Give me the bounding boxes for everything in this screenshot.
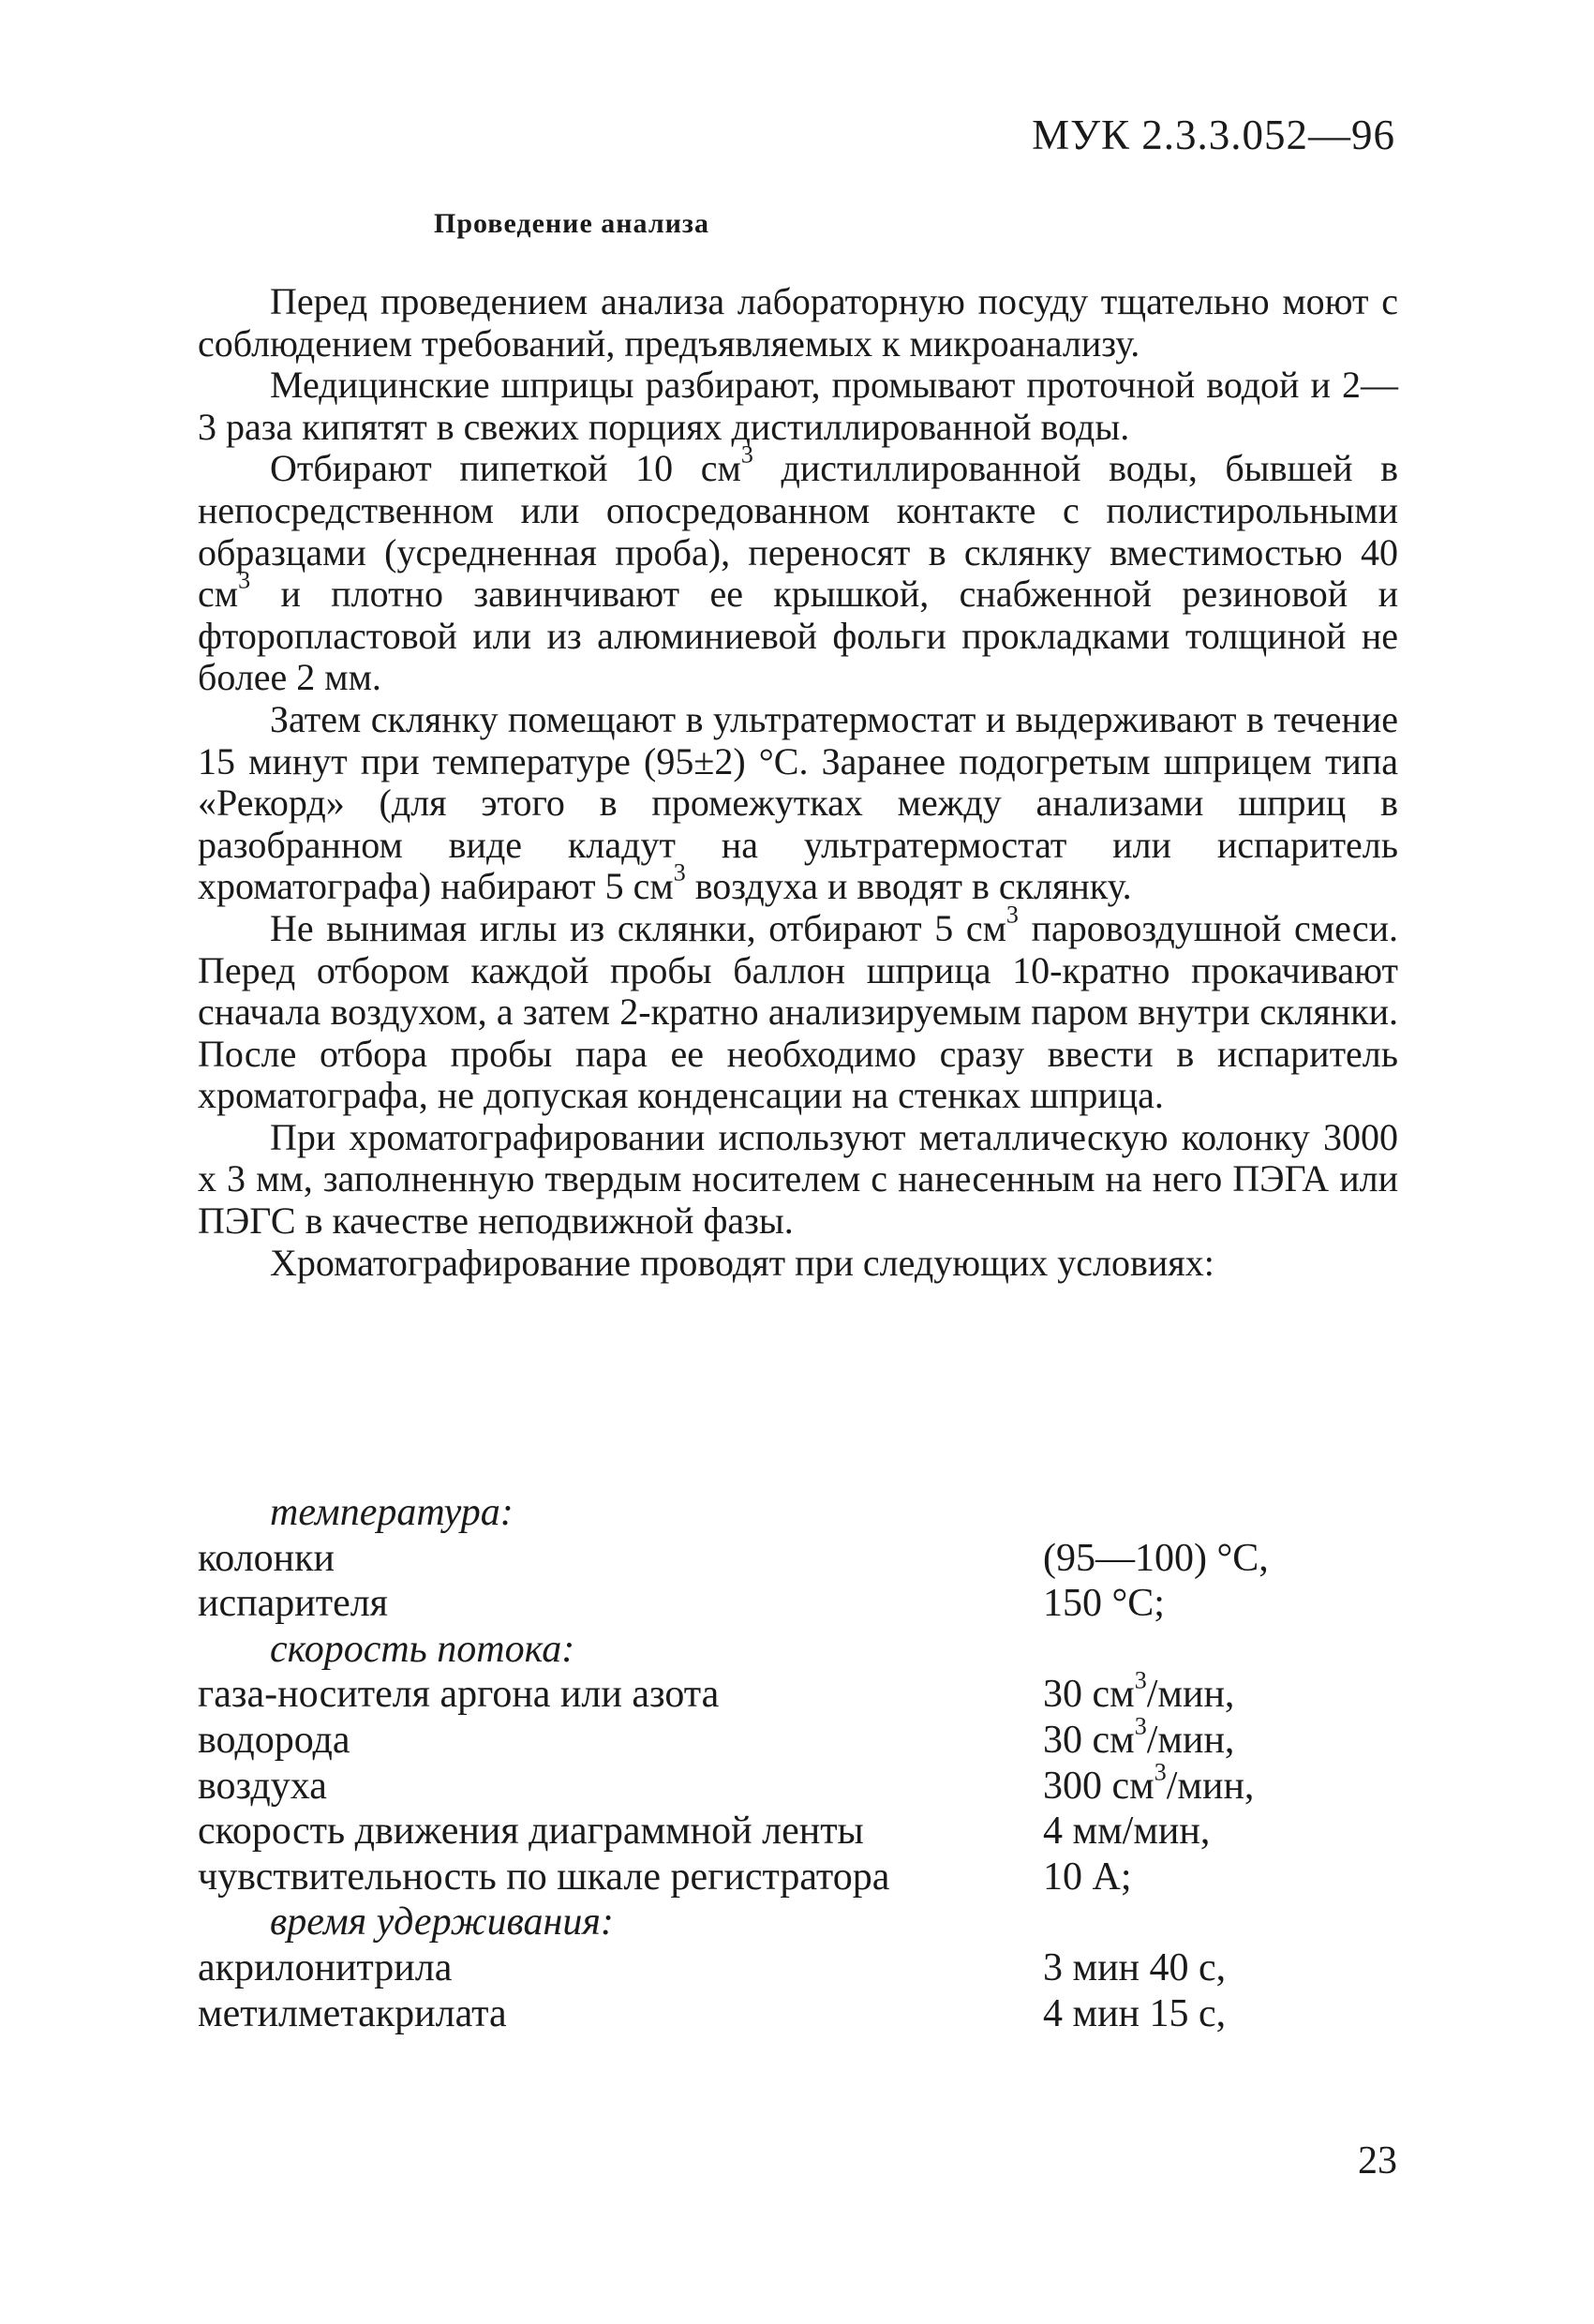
superscript-3: 3 bbox=[1134, 1712, 1147, 1740]
paragraph-1: Перед проведением анализа лабораторную посуду тщательно моют с соблюдением требований, предъявляемых к микроанализу. bbox=[198, 280, 1398, 365]
condition-value: 150 °С; bbox=[1043, 1582, 1165, 1626]
condition-label: водорода bbox=[198, 1718, 350, 1762]
condition-value bbox=[1043, 1758, 1398, 1810]
condition-value-part: 30 см bbox=[1043, 1718, 1135, 1762]
condition-row-tape-speed bbox=[198, 1809, 1398, 1855]
body-text bbox=[198, 281, 1398, 1284]
condition-label: акрилонитрила bbox=[198, 1945, 453, 1989]
condition-row-column bbox=[198, 1536, 1398, 1582]
condition-label: колонки bbox=[198, 1536, 335, 1580]
superscript-3: 3 bbox=[673, 858, 686, 886]
condition-row-acrylonitrile bbox=[198, 1945, 1398, 1991]
paragraph-5-part-a: Не вынимая иглы из склянки, отбирают 5 см bbox=[270, 906, 1006, 949]
condition-value: 10 А; bbox=[1043, 1855, 1132, 1899]
condition-row-carrier-gas bbox=[198, 1666, 1398, 1718]
retention-heading: время удерживания: bbox=[270, 1900, 614, 1944]
paragraph-5-part-b: паровоздушной смеси. Перед отбором каждой пробы баллон шприца 10-кратно прокачивают сначала воздухом, а затем 2-кратно анализируемым паром внутри склянки. После отбора пробы пара ее необходимо сразу ввести в испаритель хроматографа, не допуская конденсации на стенках шприца. bbox=[198, 906, 1399, 1117]
condition-value bbox=[1043, 1666, 1398, 1718]
condition-value bbox=[1043, 1712, 1398, 1764]
superscript-3: 3 bbox=[1006, 901, 1019, 929]
superscript-3: 3 bbox=[740, 440, 753, 469]
paragraph-3-part-b: дистиллированной воды, бывшей в непосредственном или опосредованном контакте с полистирольными образцами (усредненная проба), переносят в склянку вместимостью 40 см bbox=[198, 447, 1398, 616]
paragraph-2: Медицинские шприцы разбирают, промывают проточной водой и 2—3 раза кипятят в свежих порциях дистиллированной воды. bbox=[198, 364, 1398, 448]
paragraph-5 bbox=[198, 901, 1399, 1117]
paragraph-4-part-b: воздуха и вводят в склянку. bbox=[685, 865, 1132, 908]
condition-label: скорость движения диаграммной ленты bbox=[198, 1810, 864, 1854]
temperature-heading: температура: bbox=[270, 1491, 514, 1534]
flow-heading: скорость потока: bbox=[270, 1627, 575, 1671]
superscript-3: 3 bbox=[238, 566, 251, 594]
document-code: МУК 2.3.3.052—96 bbox=[1032, 112, 1395, 158]
paragraph-7: Хроматографирование проводят при следующих условиях: bbox=[270, 1241, 1214, 1284]
condition-value: 3 мин 40 с, bbox=[1043, 1945, 1227, 1989]
condition-row-methyl-methacrylate bbox=[198, 1991, 1398, 2037]
condition-value-part: /мин, bbox=[1166, 1764, 1255, 1808]
paragraph-3-part-c: и плотно завинчивают ее крышкой, снабженной резиновой и фторопластовой или из алюминиевой фольги прокладками толщиной не более 2 мм. bbox=[198, 573, 1398, 699]
condition-value-part: 30 см bbox=[1043, 1673, 1135, 1717]
paragraph-3-part-a: Отбирают пипеткой 10 см bbox=[270, 447, 741, 490]
condition-label: газа-носителя аргона или азота bbox=[198, 1673, 720, 1717]
paragraph-6: При хроматографировании используют металлическую колонку 3000 х 3 мм, заполненную твердым носителем с нанесенным на него ПЭГА или ПЭГС в качестве неподвижной фазы. bbox=[198, 1115, 1398, 1243]
condition-label: чувствительность по шкале регистратора bbox=[198, 1855, 890, 1899]
page-number: 23 bbox=[1358, 2139, 1397, 2182]
superscript-3: 3 bbox=[1134, 1666, 1147, 1694]
condition-row-sensitivity bbox=[198, 1855, 1398, 1900]
condition-row-hydrogen bbox=[198, 1712, 1398, 1764]
condition-row-air bbox=[198, 1758, 1398, 1810]
condition-label: воздуха bbox=[198, 1764, 327, 1808]
condition-value-part: /мин, bbox=[1146, 1718, 1235, 1762]
condition-value: (95—100) °С, bbox=[1043, 1536, 1269, 1580]
condition-value-part: /мин, bbox=[1146, 1673, 1235, 1717]
condition-value: 4 мин 15 с, bbox=[1043, 1991, 1227, 2035]
condition-row-evaporator bbox=[198, 1581, 1398, 1627]
conditions-table bbox=[198, 1490, 1398, 2036]
condition-label: метилметакрилата bbox=[198, 1991, 507, 2035]
section-title: Проведение анализа bbox=[434, 208, 709, 239]
condition-value-part: 300 см bbox=[1043, 1764, 1155, 1808]
superscript-3: 3 bbox=[1154, 1758, 1167, 1786]
paragraph-4 bbox=[198, 699, 1398, 908]
condition-value: 4 мм/мин, bbox=[1043, 1810, 1211, 1854]
condition-label: испарителя bbox=[198, 1582, 388, 1626]
paragraph-4-part-a: Затем склянку помещают в ультратермостат и выдерживают в течение 15 минут при температуре (95±2) °С. Заранее подогретым шприцем типа «Рекорд» (для этого в промежутках между анализами шприц в разобранном виде кладут на ультратермостат или испаритель хроматографа) набирают 5 см bbox=[198, 697, 1398, 908]
paragraph-3 bbox=[198, 440, 1398, 699]
